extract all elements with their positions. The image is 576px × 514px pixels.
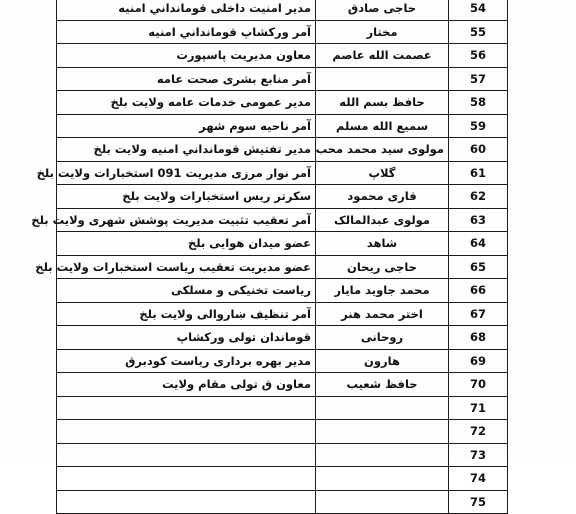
position-title-cell: معاون ق تولی مقام ولایت xyxy=(57,373,316,397)
person-name-cell xyxy=(316,467,449,491)
person-name-cell: سمیع الله مسلم xyxy=(316,114,449,138)
position-title-cell xyxy=(57,443,316,467)
person-name-cell xyxy=(316,420,449,444)
position-title-cell: معاون مدیریت پاسپورت xyxy=(57,44,316,68)
person-name-cell: مختار xyxy=(316,20,449,44)
table-row xyxy=(57,208,508,232)
table-row xyxy=(57,302,508,326)
row-number-cell: 68 xyxy=(449,326,508,350)
position-title-cell: آمر ورکشاپ قومانداني امنیه xyxy=(57,20,316,44)
position-title-cell: آمر منابع بشری صحت عامه xyxy=(57,67,316,91)
person-name-cell: اختر محمد هنر xyxy=(316,302,449,326)
person-name-cell: حاجی صادق xyxy=(316,0,449,20)
position-title-cell: مدیر تفتیش قومانداني امنیه ولایت بلخ xyxy=(57,138,316,162)
row-number-cell: 64 xyxy=(449,232,508,256)
personnel-table-body xyxy=(31,0,508,514)
position-title-cell: عضو میدان هوایی بلخ xyxy=(57,232,316,256)
row-number-cell: 73 xyxy=(449,443,508,467)
person-name-cell xyxy=(316,396,449,420)
position-title-cell: آمر نوار مرزی مدیریت 091 استخبارات ولایت بلخ xyxy=(57,161,316,185)
position-title-cell: آمر تنظیف ښاروالی ولایت بلخ xyxy=(57,302,316,326)
table-row xyxy=(57,232,508,256)
table-row xyxy=(57,349,508,373)
position-title-cell: ریاست تخنیکی و مسلکی xyxy=(57,279,316,303)
person-name-cell: مولوی سید محمد محب xyxy=(316,138,449,162)
person-name-cell: مولوی عبدالمالک xyxy=(316,208,449,232)
row-number-cell: 67 xyxy=(449,302,508,326)
row-number-cell: 59 xyxy=(449,114,508,138)
position-title-cell: مدیر امنیت داخلی قومانداني امنیه xyxy=(57,0,316,20)
table-row xyxy=(57,161,508,185)
row-number-cell: 56 xyxy=(449,44,508,68)
table-row xyxy=(57,467,508,491)
position-title-cell xyxy=(57,490,316,514)
row-number-cell: 63 xyxy=(449,208,508,232)
person-name-cell: عصمت الله عاصم xyxy=(316,44,449,68)
person-name-cell: محمد جاوید مایار xyxy=(316,279,449,303)
position-title-cell xyxy=(57,420,316,444)
row-number-cell: 74 xyxy=(449,467,508,491)
table-row xyxy=(57,373,508,397)
table-row xyxy=(57,67,508,91)
row-number-cell: 58 xyxy=(449,91,508,115)
row-number-cell: 72 xyxy=(449,420,508,444)
position-title-cell: آمر ناحیه سوم شهر xyxy=(57,114,316,138)
table-row xyxy=(57,279,508,303)
table-row xyxy=(57,396,508,420)
row-number-cell: 65 xyxy=(449,255,508,279)
position-title-cell: مدیر بهره برداری ریاست کودبرق xyxy=(57,349,316,373)
table-row xyxy=(57,185,508,209)
table-row xyxy=(57,443,508,467)
personnel-table xyxy=(31,0,508,514)
position-title-cell xyxy=(57,467,316,491)
row-number-cell: 60 xyxy=(449,138,508,162)
person-name-cell: گلاپ xyxy=(316,161,449,185)
person-name-cell: روحانی xyxy=(316,326,449,350)
row-number-cell: 55 xyxy=(449,20,508,44)
person-name-cell: حافظ شعیب xyxy=(316,373,449,397)
table-row xyxy=(57,0,508,20)
person-name-cell: هارون xyxy=(316,349,449,373)
person-name-cell: حاجی ریحان xyxy=(316,255,449,279)
row-number-cell: 57 xyxy=(449,67,508,91)
row-number-cell: 66 xyxy=(449,279,508,303)
table-row xyxy=(57,490,508,514)
position-title-cell: قوماندان تولی ورکشاپ xyxy=(57,326,316,350)
person-name-cell: قاری محمود xyxy=(316,185,449,209)
table-row xyxy=(57,20,508,44)
person-name-cell: حافظ بسم الله xyxy=(316,91,449,115)
person-name-cell xyxy=(316,443,449,467)
position-title-cell xyxy=(57,396,316,420)
table-row xyxy=(57,91,508,115)
position-title-cell: سکرتر ریس استخبارات ولایت بلخ xyxy=(57,185,316,209)
row-number-cell: 62 xyxy=(449,185,508,209)
position-title-cell: عضو مدیریت تعقیب ریاست استخبارات ولایت بلخ xyxy=(57,255,316,279)
table-row xyxy=(57,420,508,444)
table-row xyxy=(57,326,508,350)
row-number-cell: 69 xyxy=(449,349,508,373)
row-number-cell: 70 xyxy=(449,373,508,397)
table-row xyxy=(57,138,508,162)
row-number-cell: 75 xyxy=(449,490,508,514)
table-row xyxy=(57,255,508,279)
position-title-cell: مدیر عمومی خدمات عامه ولایت بلخ xyxy=(57,91,316,115)
row-number-cell: 54 xyxy=(449,0,508,20)
person-name-cell xyxy=(316,67,449,91)
position-title-cell: آمر تعقیب تثبیت مدیریت پوشش شهری ولایت بلخ xyxy=(57,208,316,232)
person-name-cell xyxy=(316,490,449,514)
row-number-cell: 71 xyxy=(449,396,508,420)
table-row xyxy=(57,114,508,138)
table-row xyxy=(57,44,508,68)
person-name-cell: شاهد xyxy=(316,232,449,256)
row-number-cell: 61 xyxy=(449,161,508,185)
